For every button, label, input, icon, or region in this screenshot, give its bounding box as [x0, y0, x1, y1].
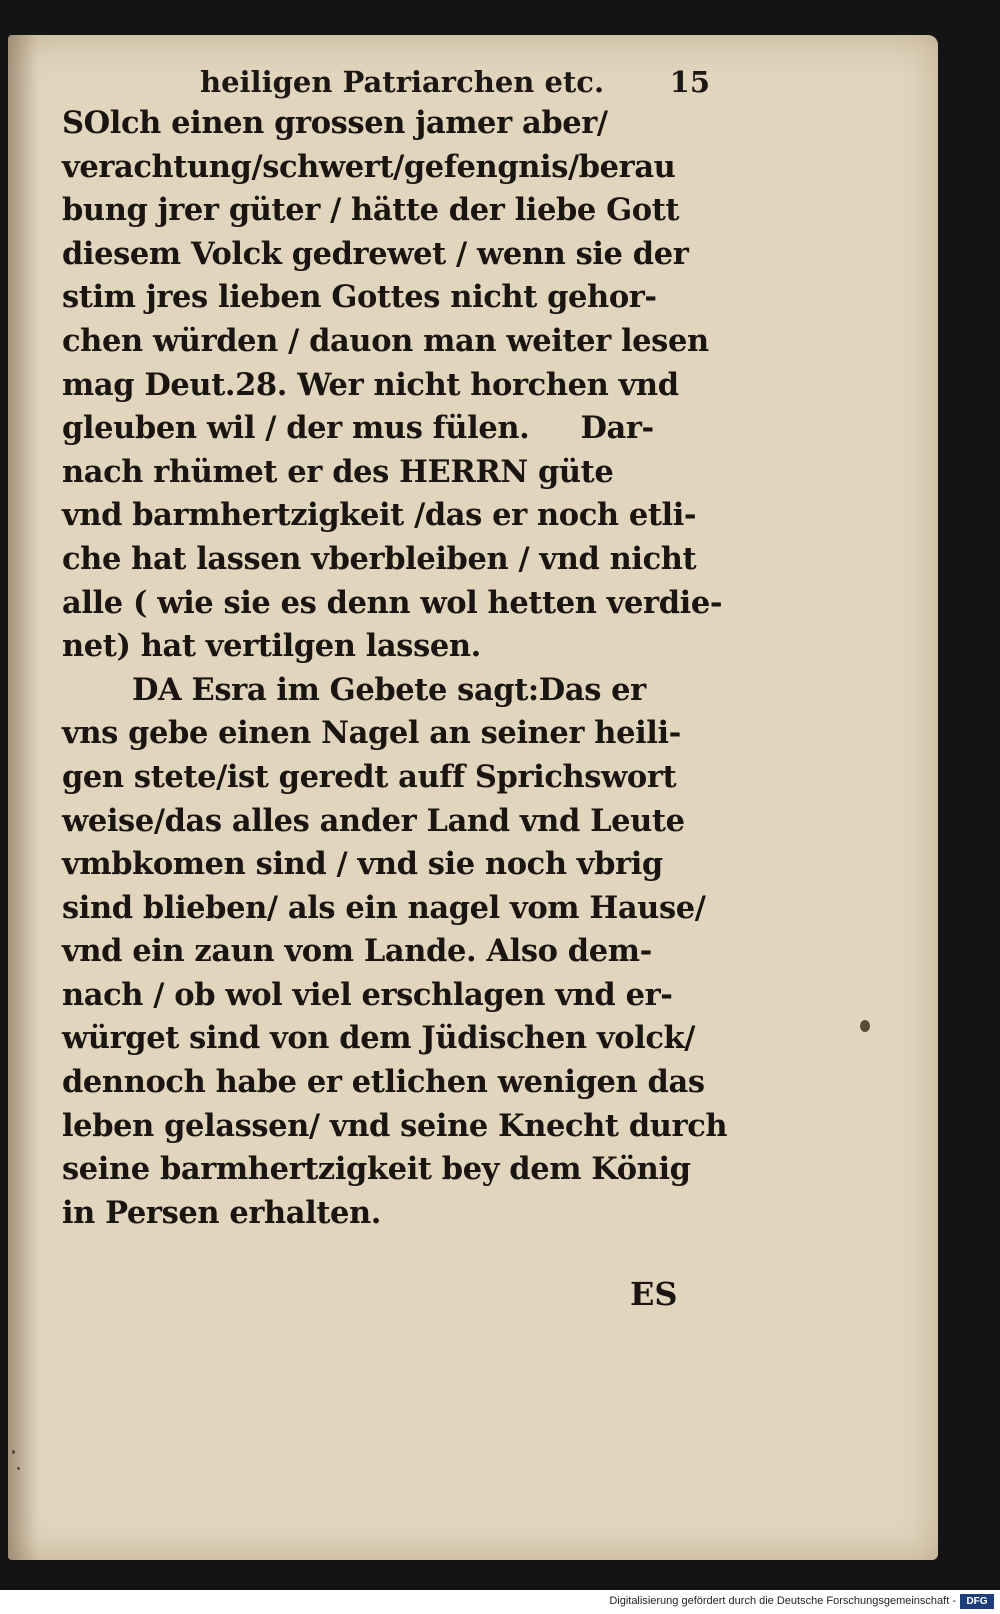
text-line: vmbkomen sind / vnd sie noch vbrig [62, 846, 663, 883]
gutter-shadow [8, 35, 38, 1560]
text-line: vnd ein zaun vom Lande. Also dem- [62, 933, 652, 970]
text-line: verachtung/schwert/gefengnis/berau [62, 148, 676, 185]
dfg-logo: DFG [960, 1594, 994, 1609]
text-line: vnd barmhertzigkeit /das er noch etli- [62, 497, 697, 534]
text-line: sind blieben/ als ein nagel vom Hause/ [62, 889, 706, 926]
text-line: che hat lassen vberbleiben / vnd nicht [62, 540, 697, 577]
text-line: diesem Volck gedrewet / wenn sie der [62, 235, 689, 272]
page-number: 15 [669, 65, 710, 99]
text-line: dennoch habe er etlichen wenigen das [62, 1064, 705, 1101]
text-line: gleuben wil / der mus fülen. Dar- [62, 410, 654, 447]
text-line: chen würden / dauon man weiter lesen [62, 322, 709, 359]
body-text [62, 102, 728, 1235]
text-line: stim jres lieben Gottes nicht gehor- [62, 279, 657, 316]
paper-speck [17, 1467, 20, 1470]
text-line: net) hat vertilgen lassen. [62, 628, 481, 665]
text-line: in Persen erhalten. [62, 1194, 382, 1231]
text-line: nach / ob wol viel erschlagen vnd er- [62, 976, 673, 1013]
text-line: gen stete/ist geredt auff Sprichswort [62, 758, 677, 795]
catchword: ES [630, 1275, 678, 1313]
text-line: seine barmhertzigkeit bey dem König [62, 1151, 691, 1188]
text-line: würget sind von dem Jüdischen volck/ [62, 1020, 696, 1057]
text-line: vns gebe einen Nagel an seiner heili- [62, 715, 681, 752]
paper-speck [12, 1450, 15, 1454]
text-line: alle ( wie sie es denn wol hetten verdie- [62, 584, 723, 621]
text-line: SOlch einen grossen jamer aber/ [62, 105, 608, 141]
text-line: leben gelassen/ vnd seine Knecht durch [62, 1107, 728, 1144]
running-head [200, 65, 710, 105]
text-line: mag Deut.28. Wer nicht horchen vnd [62, 366, 679, 403]
text-line: bung jrer güter / hätte der liebe Gott [62, 192, 680, 229]
footer-credit: Digitalisierung gefördert durch die Deutsche Forschungsgemeinschaft - [609, 1595, 956, 1607]
text-line: DA Esra im Gebete sagt:Das er [132, 671, 646, 708]
footer-bar [0, 1590, 1000, 1614]
paper-speck [860, 1020, 870, 1032]
running-head-title: heiligen Patriarchen etc. [200, 65, 605, 99]
text-line: nach rhümet er des HERRN güte [62, 453, 614, 490]
text-line: weise/das alles ander Land vnd Leute [62, 802, 685, 839]
